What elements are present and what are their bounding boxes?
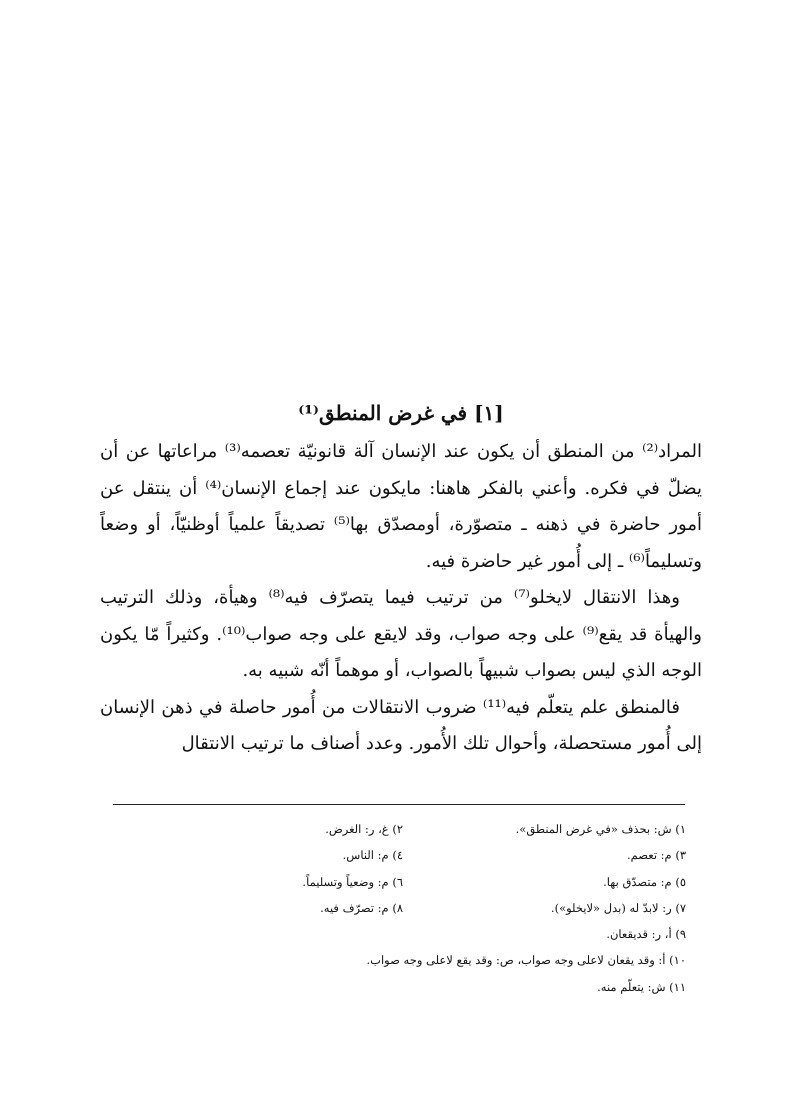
footnote-row <box>120 895 686 921</box>
footnote: ١٠) أ: وقد يقعان لاعلى وجه صواب، ص: وقد يقع لاعلى وجه صواب. <box>366 953 686 968</box>
footnote: ١١) ش: يتعلّم منه. <box>597 979 686 994</box>
footnotes <box>120 816 686 1000</box>
body-paragraph: فالمنطق علم يتعلّم فيه⁽¹¹⁾ ضروب الانتقالات من أُمور حاصلة في ذهن الإنسان إلى أُمور مستحصلة، وأحوال تلك الأُمور. وعدد أصناف ما ترتيب الانتقال <box>100 696 702 754</box>
footnote: ٢) غ، ر: الغرض. <box>325 822 403 836</box>
footnote-row <box>120 816 686 842</box>
footnote: ٦) م: وضعياً وتسليماً. <box>302 874 403 889</box>
body-paragraph: وهذا الانتقال لايخلو⁽⁷⁾ من ترتيب فيما يتصرّف فيه⁽⁸⁾ وهيأة، وذلك الترتيب والهيأة قد يقع⁽⁹⁾ على وجه صواب، وقد لايقع على وجه صواب⁽¹⁰⁾. وكثيراً مّا يكون الوجه الذي ليس بصواب شبيهاً بالصواب، أو موهماً أنّه شبيه به. <box>100 587 702 681</box>
footnote-divider <box>113 804 685 805</box>
footnote-row <box>120 869 686 895</box>
footnote: ٤) م: الناس. <box>342 848 403 863</box>
body-paragraph: المراد⁽²⁾ من المنطق أن يكون عند الإنسان آلة قانونيّة تعصمه⁽³⁾ مراعاتها عن أن يضلّ في فكره. وأعني بالفكر هاهنا: مايكون عند إجماع الإنسان⁽⁴⁾ أن ينتقل عن أمور حاضرة في ذهنه ـ متصوّرة، أومصدّق بها⁽⁵⁾ تصديقاً علمياً أوظنيّاً، أو وضعاً وتسليماً⁽⁶⁾ ـ إلى أُمور غير حاضرة فيه. <box>100 441 703 572</box>
footnote: ٩) أ، ر: قديقعان. <box>606 927 686 942</box>
footnote-row <box>120 842 686 868</box>
footnote: ٧) ر: لابدّ له (بدل «لايخلو»). <box>550 900 686 915</box>
footnote: ١) ش: بحذف «في غرض المنطق». <box>515 822 686 836</box>
footnote: ٥) م: متصدّق بها. <box>603 874 686 889</box>
footnote: ٣) م: تعصم. <box>626 848 686 863</box>
body-text <box>100 434 702 763</box>
footnote: ٨) م: تصرّف فيه. <box>320 900 403 915</box>
section-heading: [١] في غرض المنطق⁽¹⁾ <box>298 401 504 425</box>
